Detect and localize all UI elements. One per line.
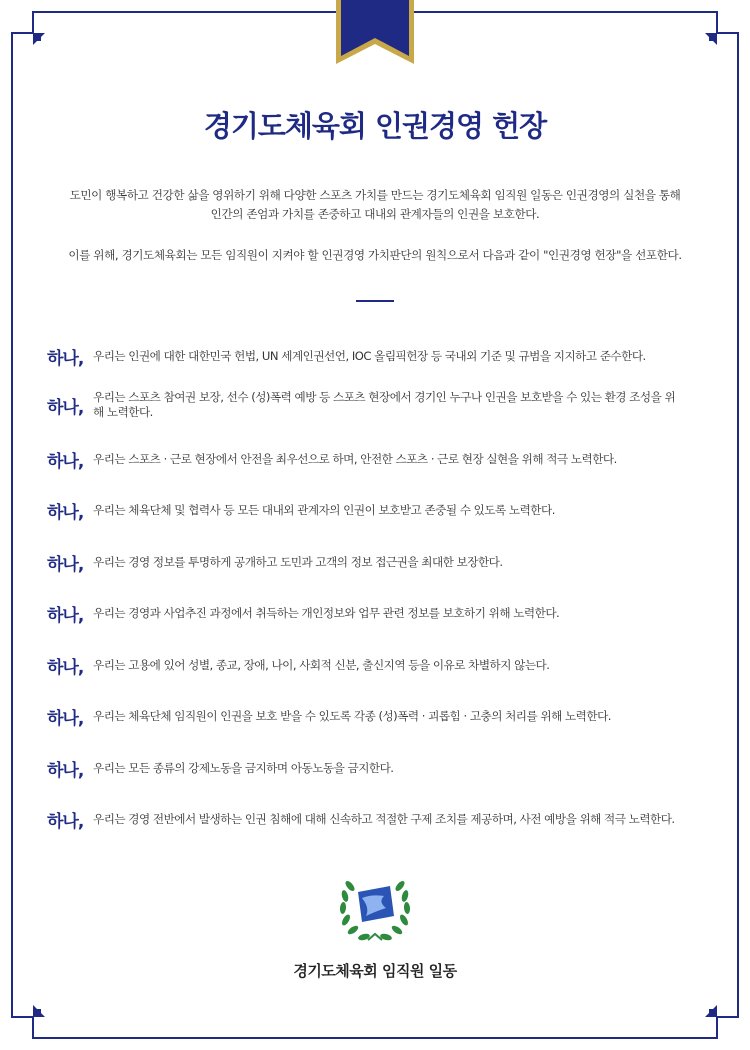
hana-label: 하나, — [47, 503, 84, 523]
charter-item-text: 우리는 모든 종류의 강제노동을 금지하며 아동노동을 금지한다. — [93, 761, 394, 775]
intro-line-1: 도민이 행복하고 건강한 삶을 영위하기 위해 다양한 스포츠 가치를 만드는 경기도체육회 임직원 일동은 인권경영의 실천을 통해 — [69, 188, 681, 202]
hana-label: 하나, — [47, 658, 84, 678]
charter-item-text: 우리는 스포츠 참여권 보장, 선수 (성)폭력 예방 등 스포츠 현장에서 경기인 누구나 인권을 보호받을 수 있는 환경 조성을 위해 노력한다. — [93, 390, 676, 419]
charter-item — [47, 447, 717, 472]
charter-item — [47, 390, 717, 420]
hana-label: 하나, — [47, 709, 84, 729]
charter-item — [47, 704, 717, 729]
charter-item-text: 우리는 체육단체 임직원이 인권을 보호 받을 수 있도록 각종 (성)폭력 · 괴롭힘 · 고충의 처리를 위해 노력한다. — [93, 709, 611, 723]
corner-ornaments — [33, 33, 717, 1017]
charter-item — [47, 756, 717, 781]
hana-label: 하나, — [47, 555, 84, 575]
charter-item-text: 우리는 경영 전반에서 발생하는 인권 침해에 대해 신속하고 적절한 구제 조치를 제공하며, 사전 예방을 위해 적극 노력한다. — [93, 812, 675, 826]
charter-item — [47, 498, 717, 523]
hana-label: 하나, — [47, 349, 84, 369]
charter-item-text: 우리는 체육단체 및 협력사 등 모든 대내외 관계자의 인권이 보호받고 존중될 수 있도록 노력한다. — [93, 503, 555, 517]
charter-item — [47, 807, 717, 832]
charter-item-text: 우리는 경영 정보를 투명하게 공개하고 도민과 고객의 정보 접근권을 최대한 보장한다. — [93, 555, 503, 569]
charter-item — [47, 344, 717, 369]
charter-item — [47, 550, 717, 575]
charter-item — [47, 601, 717, 626]
hana-label: 하나, — [47, 397, 84, 418]
intro-line-3: 이를 위해, 경기도체육회는 모든 임직원이 지켜야 할 인권경영 가치판단의 원칙으로서 다음과 같이 "인권경영 헌장"을 선포한다. — [68, 248, 682, 262]
emblem-icon — [338, 872, 412, 946]
section-divider — [356, 300, 394, 302]
charter-item-text: 우리는 인권에 대한 대한민국 헌법, UN 세계인권선언, IOC 올림픽헌장 등 국내외 기준 및 규범을 지지하고 준수한다. — [93, 349, 646, 363]
charter-item-text: 우리는 스포츠 · 근로 현장에서 안전을 최우선으로 하며, 안전한 스포츠 · 근로 현장 실현을 위해 적극 노력한다. — [93, 452, 617, 466]
intro-text — [40, 186, 710, 265]
hana-label: 하나, — [47, 452, 84, 472]
hana-label: 하나, — [47, 812, 84, 832]
signature: 경기도체육회 임직원 일동 — [293, 962, 457, 980]
page-title: 경기도체육회 인권경영 헌장 — [203, 109, 547, 143]
hana-label: 하나, — [47, 606, 84, 626]
intro-line-2: 인간의 존엄과 가치를 존중하고 대내외 관계자들의 인권을 보호한다. — [210, 207, 540, 221]
charter-item-text: 우리는 고용에 있어 성별, 종교, 장애, 나이, 사회적 신분, 출신지역 등을 이유로 차별하지 않는다. — [93, 658, 550, 672]
ribbon-bookmark — [336, 0, 414, 64]
charter-item-text: 우리는 경영과 사업추진 과정에서 취득하는 개인정보와 업무 관련 정보를 보호하기 위해 노력한다. — [93, 606, 560, 620]
hana-label: 하나, — [47, 761, 84, 781]
charter-item — [47, 653, 717, 678]
